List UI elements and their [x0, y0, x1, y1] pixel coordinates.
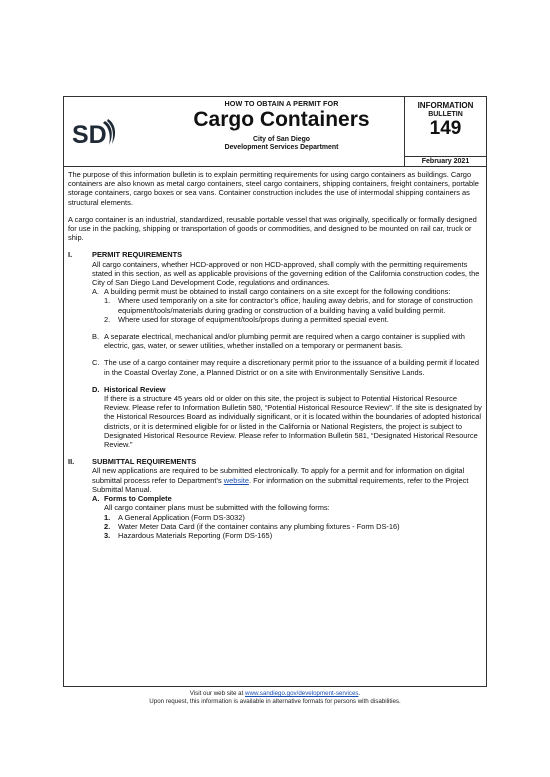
bulletin-label-bulletin: BULLETIN — [428, 111, 463, 118]
title-kicker: HOW TO OBTAIN A PERMIT FOR — [224, 99, 339, 108]
section-heading — [68, 457, 482, 466]
org-line-1: City of San Diego — [252, 136, 311, 143]
list-item — [92, 358, 482, 376]
footer-text-end: . — [358, 690, 361, 697]
item-text: Where used temporarily on a site for contractor’s office, hauling away debris, and for storage of construction equipment/tools/materials during grading or construction of a building having a valid building permit. — [118, 296, 473, 315]
list-item — [92, 332, 482, 350]
form-list-item — [104, 531, 482, 540]
section-submittal-requirements — [68, 457, 482, 540]
footer-line-1 — [63, 690, 487, 698]
item-label: B. — [92, 332, 100, 342]
form-list-item — [104, 513, 482, 522]
section-title: SUBMITTAL REQUIREMENTS — [92, 457, 197, 467]
item-text: Water Meter Data Card (if the container contains any plumbing fixtures - Form DS-16) — [118, 521, 400, 531]
list-item — [104, 296, 482, 314]
item-label: 2. — [104, 314, 111, 324]
item-label: 1. — [104, 512, 111, 522]
footer-text: Visit our web site at — [189, 690, 246, 697]
item-text: A separate electrical, mechanical and/or plumbing permit are required when a cargo container is supplied with electric, gas, water, or sewer utilities, whether installed on a temporary or permanent basis. — [104, 332, 465, 351]
list-item — [92, 287, 482, 296]
form-list-item — [104, 522, 482, 531]
section-title: PERMIT REQUIREMENTS — [92, 250, 183, 260]
bulletin-number: 149 — [429, 118, 462, 139]
list-item — [104, 315, 482, 324]
item-label: 3. — [104, 530, 111, 540]
list-item — [92, 385, 482, 394]
item-label: 2. — [104, 521, 111, 531]
lead-text: All new applications are required to be submitted electronically. To apply for a permit and for information on digital submittal process refer to Department’s — [92, 466, 465, 485]
list-item — [92, 503, 482, 512]
section-lead: All cargo containers, whether HCD-approved or non HCD-approved, shall comply with the permitting requirements stated in this section, as well as applicable provisions of the governing edition of the California construction codes, the City of San Diego Land Development Code, regulations and ordinances. — [92, 259, 480, 288]
footer-line-2: Upon request, this information is available in alternative formats for persons with disabilities. — [149, 698, 401, 705]
item-title: Historical Review — [104, 384, 166, 394]
item-label: A. — [92, 494, 100, 504]
sd-city-logo-icon — [72, 117, 116, 149]
intro-paragraph-2: A cargo container is an industrial, standardized, reusable portable vessel that was originally, specifically or formally designed for use in the packing, shipping or transportation of goods or commodities, and designed to be mounted on rail car, truck or ship. — [68, 214, 477, 243]
title-block — [154, 99, 409, 152]
page-title: Cargo Containers — [193, 108, 370, 131]
org-line-2: Development Services Department — [224, 144, 339, 151]
org-name — [154, 136, 409, 152]
item-label: D. — [92, 384, 100, 394]
item-label: A. — [92, 287, 100, 297]
item-text: A General Application (Form DS-3032) — [118, 512, 245, 522]
item-text: All cargo container plans must be submitted with the following forms: — [104, 503, 330, 513]
bulletin-date: February 2021 — [405, 156, 486, 167]
section-number: II. — [68, 457, 75, 467]
bulletin-page — [63, 96, 487, 687]
dsd-website-link[interactable]: www.sandiego.gov/development-services — [245, 690, 359, 697]
bulletin-header — [64, 97, 486, 167]
lead-text-end: . For information on the submittal requirements, refer to the Project Submittal Manual. — [92, 475, 469, 494]
item-text: The use of a cargo container may require a discretionary permit prior to the issuance of a building permit if located in the Coastal Overlay Zone, a Planned District or on a site with Environmentally Sensitive Lands. — [104, 358, 479, 377]
list-item — [92, 394, 482, 449]
bulletin-content — [68, 170, 482, 540]
bulletin-number-box — [404, 97, 486, 167]
item-text: Hazardous Materials Reporting (Form DS-165) — [118, 530, 273, 540]
item-text: If there is a structure 45 years old or older on this site, the project is subject to Potential Historical Resource Review. Please refer to Information Bulletin 580, “Potential Historical Resource Review”. If the site is designated by the Historical Resources Board as individually significant, or it is located within the boundaries of adopted historical districts, or it is determined eligible for or listed in the California or National Registers, the project is subject to Designated Historical Resource Review. Please refer to Information Bulletin 581, “Designated Historical Resource Review.” — [104, 394, 482, 450]
department-website-link[interactable]: website — [223, 475, 249, 485]
item-text: Where used for storage of equipment/tools/props during a permitted special event. — [118, 314, 389, 324]
section-number: I. — [68, 250, 73, 260]
item-text: A building permit must be obtained to install cargo containers on a site except for the following conditions: — [104, 287, 451, 297]
intro-paragraph-1: The purpose of this information bulletin is to explain permitting requirements for using cargo containers as buildings. Cargo containers are also known as metal cargo containers, steel cargo containers, shipping containers, freight containers, portable storage containers, cargo boxes or sea vans. Container construction includes the use of intermodal shipping containers as structural elements. — [68, 170, 479, 207]
section-lead — [92, 466, 482, 494]
list-item — [92, 494, 482, 503]
page-footer — [63, 690, 487, 706]
item-label: C. — [92, 358, 100, 368]
bulletin-label-information: INFORMATION — [417, 101, 474, 110]
item-label: 1. — [104, 296, 111, 306]
item-title: Forms to Complete — [104, 494, 172, 504]
section-heading — [68, 250, 482, 259]
section-permit-requirements — [68, 250, 482, 449]
svg-text:SD: SD — [72, 121, 107, 149]
